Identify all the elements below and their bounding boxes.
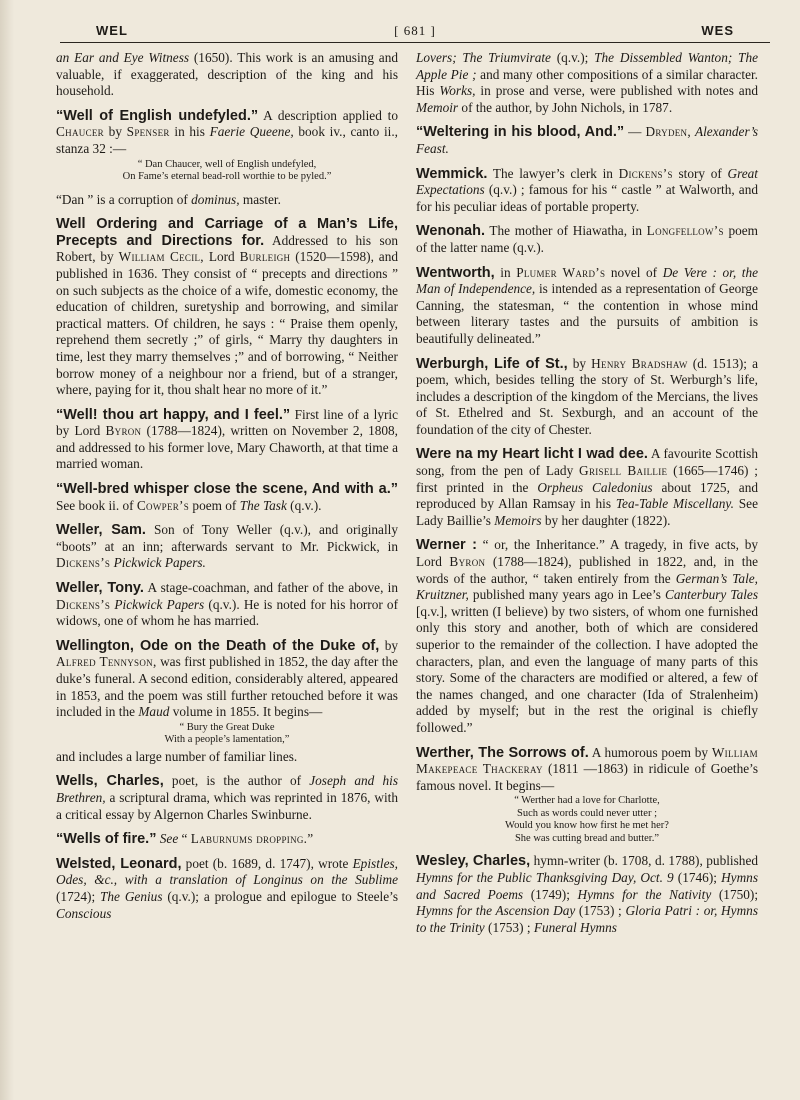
author-name: Chaucer	[56, 124, 104, 140]
italic-title: Pickwick Papers	[114, 596, 205, 612]
headword: Wells, Charles,	[56, 773, 164, 790]
entry-text: A humorous poem by	[588, 744, 712, 760]
entry-text: (q.v.). He is noted for his horror of widows, one of whom he has married.	[56, 596, 399, 629]
entry-text: (1724);	[56, 888, 101, 904]
entry-text: A description applied to	[258, 107, 398, 123]
entry-text: A stage-coachman, and father of the above, in	[143, 580, 398, 596]
headword: Wemmick.	[416, 165, 488, 182]
entry-welsted-leonard	[56, 856, 398, 922]
entry-text: (1753) ;	[484, 919, 534, 935]
author-name: Alfred Tennyson,	[56, 654, 157, 670]
entry-text: Lord	[203, 249, 240, 265]
author-name: William Makepeace Thackeray	[416, 744, 758, 777]
entry-text: (1811 —1863) in ridicule of Goethe’s famous novel. It begins—	[416, 761, 758, 793]
entry-text: A favourite Scottish song, from the pen of Lady	[416, 446, 758, 479]
entry-text: by	[379, 637, 398, 653]
entry-text: The mother of Hiawatha, in	[485, 223, 647, 239]
entry-text: story of	[672, 165, 728, 181]
entry-text: (d. 1513); a poem, which, besides telling the story of St. Werburgh’s life, includes a description of the kingdom of the Mercians, the lives of St. Ethelred and St. Sexburgh, and an account of the foundation of the city of Chester.	[416, 355, 759, 437]
italic-word: dominus,	[191, 191, 240, 207]
entry-text: in prose and verse, were published with notes and	[475, 83, 759, 99]
headword: “Weltering in his blood, And.”	[416, 124, 625, 141]
entry-text: (1753) ;	[575, 903, 626, 919]
verse-line: “ Bury the Great Duke	[179, 721, 275, 733]
entry-wenonah	[416, 223, 758, 256]
entry-well-thou-art-happy	[56, 407, 398, 473]
entry-text: poem of	[189, 497, 240, 513]
headword: Wellington, Ode on the Death of the Duke of,	[56, 637, 380, 654]
entry-text: a scriptural drama, which was reprinted in 1876, with a critical essay by Algernon Charles Swinburne.	[56, 789, 398, 822]
entry-were-na-my-heart	[416, 446, 758, 529]
headword: Well Ordering and Carriage of a Man’s Life, Precepts and Directions for.	[56, 216, 398, 249]
entry-text: by	[103, 124, 127, 140]
entry-text: [q.v.], written (I believe) by two sisters, of whom one furnished only this story and another, both of which are considered superior to the remainder of the collection. I have adopted the characters, plan, and even the language of many parts of this story. Some of the characters are modified or altered, a few of the names changed, and one character (Ida of Stralenheim) added by myself; but in the rest the original is chiefly followed.”	[416, 603, 758, 735]
entry-well-of-english	[56, 108, 398, 184]
entry-weltering	[416, 124, 758, 157]
headword: Werner :	[416, 537, 477, 554]
italic-title: Hymns for the Public Thanksgiving Day, Oct. 9	[416, 869, 674, 885]
entry-text: of the author, by John Nichols, in 1787.	[458, 99, 673, 115]
page-binding-shadow	[0, 0, 14, 1100]
italic-title: Gloria Patri : or, Hymns to the Trinity	[416, 903, 758, 935]
verse-line: She was cutting bread and butter.”	[514, 832, 660, 844]
entry-well-bred-whisper	[56, 481, 398, 514]
italic-title: Works,	[439, 83, 476, 99]
headword: Werburgh, Life of St.,	[416, 355, 568, 372]
italic-title: The Task	[239, 497, 287, 513]
italic-title: Memoir	[416, 99, 459, 115]
italic-title: Memoirs	[494, 512, 542, 528]
headword: “Well! thou art happy, and I feel.”	[56, 406, 291, 423]
author-name: Henry Bradshaw	[591, 355, 688, 371]
verse-quote	[56, 722, 398, 747]
italic-title: an Ear and Eye Witness	[56, 50, 190, 65]
entry-text: First line of a lyric by Lord	[56, 406, 398, 439]
headword: Werther, The Sorrows of.	[416, 744, 589, 761]
author-name: William Cecil,	[118, 249, 204, 265]
entry-continuation	[416, 50, 758, 116]
entry-text: published many years ago in Lee’s	[468, 587, 666, 603]
entry-text: was first published in 1852, the day after the duke’s funeral. A second edition, considerably altered, appeared in 1853, and the poem was still further retouched before it was included in the	[56, 654, 398, 720]
italic-title: Funeral Hymns	[533, 919, 617, 935]
author-name: Longfellow’s	[646, 223, 724, 239]
verse-line: Such as words could never utter ;	[517, 807, 657, 819]
verse-line: Would you know how first he met her?	[505, 820, 669, 832]
entry-text: “	[178, 831, 191, 847]
author-name: Burleigh	[239, 249, 291, 265]
entry-text: The lawyer’s clerk in	[487, 165, 619, 181]
italic-title: Great Expectations	[416, 165, 758, 198]
entry-text: and includes a large number of familiar lines.	[56, 748, 298, 764]
headword: “Well of English undefyled.”	[56, 107, 259, 124]
entry-text: about 1725, and reproduced by Allan Ramsay in his	[416, 479, 758, 512]
italic-title: Hymns and Sacred Poems	[416, 869, 758, 902]
headword: Weller, Tony.	[56, 580, 144, 597]
entry-text: master.	[239, 191, 281, 207]
entry-dan-note	[56, 192, 398, 209]
entry-text: in his	[169, 124, 210, 140]
entry-werther	[416, 745, 758, 846]
entry-text: poet, is the author of	[163, 773, 310, 789]
entry-text: (q.v.) ; famous for his “ castle ” at Walworth, and for his peculiar ideas of portable property.	[416, 182, 758, 214]
entry-text: by her daughter (1822).	[541, 512, 671, 528]
verse-quote	[416, 795, 758, 845]
cross-reference: Laburnums dropping.	[190, 831, 308, 847]
author-name: Byron	[105, 423, 142, 439]
author-name: Spenser	[126, 124, 170, 140]
italic-title: De Vere : or, the Man of Independence,	[416, 264, 758, 297]
entry-continuation	[56, 50, 398, 100]
entry-wells-of-fire	[56, 831, 398, 848]
author-name: Dickens’s	[56, 555, 111, 571]
entry-text: hymn-writer (b. 1708, d. 1788), published	[530, 853, 758, 869]
headword: “Well-bred whisper close the scene, And with a.”	[56, 481, 398, 498]
italic-title: German’s Tale, Kruitzner,	[416, 570, 758, 603]
italic-title: Alexander’s Feast.	[416, 124, 759, 156]
italic-title: Orpheus Caledonius	[537, 479, 653, 495]
italic-title: Hymns for the Nativity	[577, 886, 712, 902]
entry-text: “ or, the Inheritance.” A tragedy, in five acts, by Lord	[416, 537, 758, 570]
headword: Were na my Heart licht I wad dee.	[416, 446, 648, 463]
entry-text: (1749);	[523, 886, 578, 902]
verse-line: With a people’s lamentation,”	[164, 734, 290, 746]
entry-text: (q.v.); a prologue and epilogue to Steele’s	[162, 888, 398, 904]
entry-text: by	[567, 355, 592, 371]
entry-text: (1750);	[711, 886, 759, 902]
entry-text: and many other compositions of a similar character. His	[416, 66, 759, 99]
entry-wentworth	[416, 265, 758, 348]
right-column	[416, 50, 758, 944]
entry-text: in	[494, 264, 517, 280]
italic-title: The Genius	[100, 888, 163, 904]
entry-text: (1520—1598), and published in 1636. They consist of “ precepts and directions ” on such subjects as the choice of a wife, domestic economy, the education of children, suretyship and borrowing, and similar practical matters. Of children, he says : “ Praise them openly, reprehend them secretly ;” of girls, “ Marry thy daughters in time, lest they marry themselves ;” and of borrowing, “ Neither borrow money of a neighbour nor a friend, but of a stranger, where, paying for it, thou shalt hear no more of it.”	[56, 249, 398, 398]
running-head-left: WEL	[96, 23, 128, 38]
author-name: Dryden,	[645, 124, 691, 140]
author-name: Plumer Ward’s	[516, 264, 606, 280]
verse-line: “ Dan Chaucer, well of English undefyled,	[137, 158, 317, 170]
left-column	[56, 50, 398, 930]
verse-quote	[56, 159, 398, 184]
italic-title: Faerie Queene,	[209, 124, 294, 140]
author-name: Dickens’s	[618, 165, 673, 181]
entry-text: poem of the latter name (q.v.).	[416, 223, 758, 255]
entry-text: (1788—1824), published in 1822, and, in the words of the author, “ taken entirely from the	[416, 554, 759, 586]
headword: Welsted, Leonard,	[56, 855, 182, 872]
headword: “Wells of fire.”	[56, 831, 157, 848]
italic-title: Canterbury Tales	[665, 587, 758, 603]
headword: Wenonah.	[416, 223, 486, 240]
entry-wemmick	[416, 166, 758, 216]
entry-werner	[416, 537, 758, 736]
entry-text: novel of	[605, 264, 663, 280]
entry-text: volume in 1855. It begins—	[169, 704, 323, 720]
italic-title: Epistles, Odes, &c., with a translation of Longinus on the Sublime	[56, 855, 398, 888]
entry-text: is intended as a representation of George Canning, the statesman, “ the contention in whose mind between literary tastes and the pursuits of ambition is beautifully delineated.”	[416, 281, 758, 346]
italic-title: The Dissembled Wanton; The Apple Pie ;	[416, 50, 758, 82]
entry-text: book iv., canto ii., stanza 32 :—	[56, 124, 398, 156]
italic-title: Maud	[138, 704, 170, 720]
italic-title: Lovers; The Triumvirate	[416, 50, 551, 65]
entry-text: See book ii. of	[56, 497, 137, 513]
entry-text: “Dan ” is a corruption of	[56, 191, 192, 207]
italic-title: Conscious	[56, 905, 112, 921]
entry-text: Addressed to his son Robert, by	[56, 232, 398, 265]
page-number: [ 681 ]	[394, 23, 436, 38]
headword: Wesley, Charles,	[416, 853, 531, 870]
entry-text: (q.v.);	[550, 50, 595, 65]
entry-text: See Lady Baillie’s	[416, 496, 758, 528]
entry-wells-charles	[56, 773, 398, 823]
entry-weller-sam	[56, 522, 398, 572]
entry-wesley-charles	[416, 853, 758, 936]
entry-text: Son of Tony Weller (q.v.), and originally “boots” at an inn; afterwards servant to Mr. Pickwick, in	[56, 522, 398, 554]
author-name: Byron	[449, 554, 486, 570]
headword: Weller, Sam.	[56, 522, 146, 539]
running-head-right: WES	[701, 23, 734, 38]
entry-text: ”	[307, 831, 314, 847]
entry-text: (1788—1824), written on November 2, 1808, and addressed to his former love, Mary Chaworth, at that time a married woman.	[56, 423, 398, 472]
italic-title: Pickwick Papers.	[113, 555, 206, 571]
entry-text: —	[624, 124, 646, 140]
author-name: Dickens’s	[56, 596, 111, 612]
entry-werburgh	[416, 356, 758, 439]
entry-text: poet (b. 1689, d. 1747), wrote	[181, 855, 353, 871]
entry-weller-tony	[56, 580, 398, 630]
entry-text: (1650). This work is an amusing and valuable, if exaggerated, description of the king and his household.	[56, 50, 398, 99]
italic-title: Hymns for the Ascension Day	[416, 903, 576, 919]
author-name: Cowper’s	[136, 497, 190, 513]
italic-title: Tea-Table Miscellany.	[615, 496, 734, 512]
entry-text: (1665—1746) ; first printed in the	[416, 463, 759, 495]
running-head	[60, 20, 770, 43]
headword: Wentworth,	[416, 264, 495, 281]
author-name: Grisell Baillie	[579, 463, 668, 479]
italic-title: Joseph and his Brethren,	[56, 773, 398, 805]
entry-well-ordering	[56, 216, 398, 399]
entry-text: (1746);	[673, 869, 722, 885]
verse-line: On Fame’s eternal bead-roll worthie to be pyled.”	[122, 171, 332, 183]
italic-word: See	[159, 831, 179, 847]
entry-wellington-ode	[56, 638, 398, 766]
entry-text: (q.v.).	[286, 497, 322, 513]
verse-line: “ Werther had a love for Charlotte,	[514, 795, 660, 807]
